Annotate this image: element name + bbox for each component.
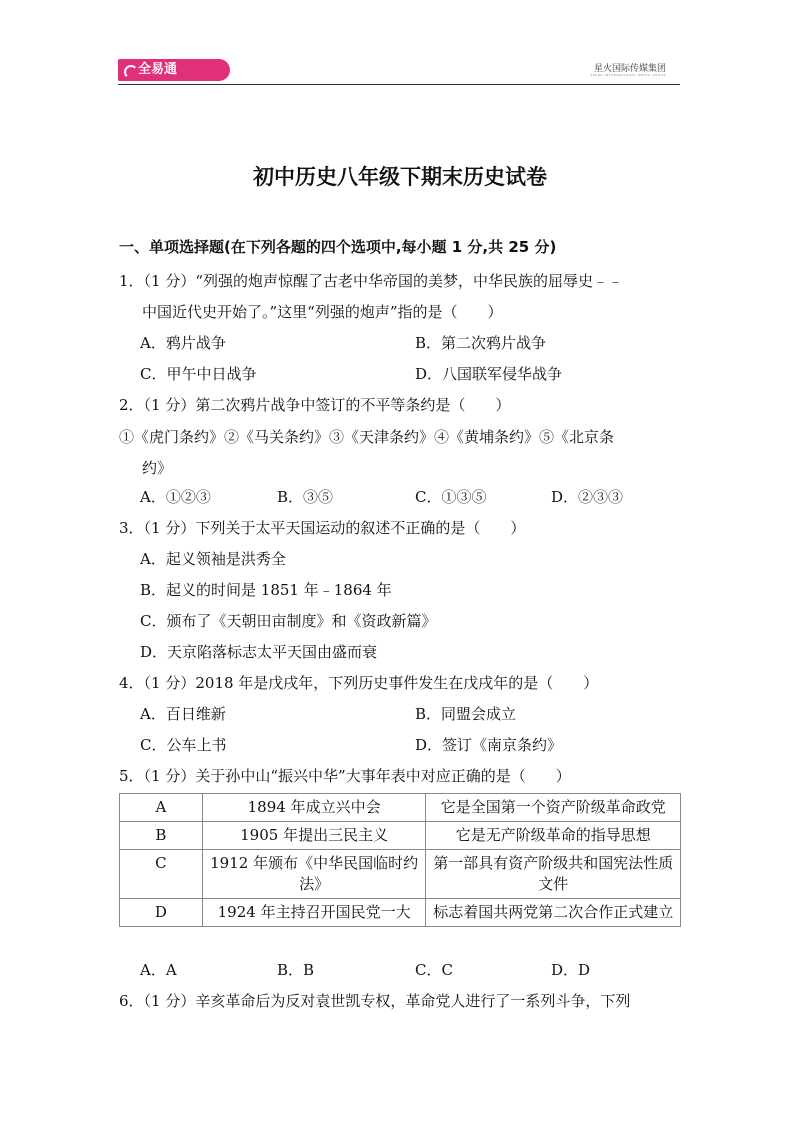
table-cell: 标志着国共两党第二次合作正式建立: [426, 899, 681, 927]
q1-stem-line1: 1．（1 分）“列强的炮声惊醒了古老中华帝国的美梦，中华民族的屈辱史﹣﹣: [119, 272, 624, 290]
table-cell: 它是无产阶级革命的指导思想: [426, 822, 681, 850]
page-header: [118, 55, 680, 87]
brand-subtitle: SPARK INTERNATIONAL MEDIA GROUP: [590, 73, 666, 77]
q3-option-c: C．颁布了《天朝田亩制度》和《资政新篇》: [140, 612, 437, 630]
q5-option-b: B．B: [277, 961, 315, 979]
quanyitong-logo: [118, 59, 230, 81]
q1-stem-line2: 中国近代史开始了。”这里“列强的炮声”指的是（ ）: [142, 303, 503, 321]
q1-option-c: C．甲午中日战争: [140, 365, 257, 383]
q4-option-c: C．公车上书: [140, 736, 227, 754]
header-rule: [118, 84, 680, 85]
q4-option-d: D．签订《南京条约》: [415, 736, 563, 754]
q5-option-c: C．C: [415, 961, 453, 979]
table-cell: D: [120, 899, 203, 927]
table-row: [120, 794, 681, 822]
logo-swirl-icon: [124, 65, 138, 79]
table-cell: A: [120, 794, 203, 822]
q5-option-d: D．D: [551, 961, 591, 979]
q4-option-b: B．同盟会成立: [415, 705, 517, 723]
q2-stem-line2: ①《虎门条约》②《马关条约》③《天津条约》④《黄埔条约》⑤《北京条: [119, 428, 615, 446]
q6-stem: 6．（1 分）辛亥革命后为反对袁世凯专权，革命党人进行了一系列斗争，下列: [119, 992, 631, 1010]
brand-name: 星火国际传媒集团: [593, 64, 666, 74]
q4-stem: 4．（1 分）2018 年是戊戌年，下列历史事件发生在戊戌年的是（ ）: [119, 674, 599, 692]
q2-option-b: B．③⑤: [277, 488, 334, 506]
q2-stem-line3: 约》: [142, 459, 173, 477]
table-cell: 第一部具有资产阶级共和国宪法性质文件: [426, 850, 681, 899]
q3-stem: 3．（1 分）下列关于太平天国运动的叙述不正确的是（ ）: [119, 519, 526, 537]
q4-option-a: A．百日维新: [140, 705, 226, 723]
q3-option-b: B．起义的时间是 1851 年﹣1864 年: [140, 581, 392, 599]
q3-option-d: D．天京陷落标志太平天国由盛而衰: [140, 643, 378, 661]
table-row: [120, 822, 681, 850]
table-cell: 1894 年成立兴中会: [202, 794, 426, 822]
section-heading: 一、单项选择题(在下列各题的四个选项中,每小题 1 分,共 25 分): [119, 238, 557, 256]
table-row: [120, 899, 681, 927]
q5-stem: 5．（1 分）关于孙中山“振兴中华”大事年表中对应正确的是（ ）: [119, 767, 571, 785]
q5-option-a: A．A: [140, 961, 177, 979]
q2-option-d: D．②③③: [551, 488, 624, 506]
q1-option-a: A．鸦片战争: [140, 334, 226, 352]
q1-option-b: B．第二次鸦片战争: [415, 334, 547, 352]
q1-option-d: D．八国联军侵华战争: [415, 365, 563, 383]
table-cell: 1912 年颁布《中华民国临时约法》: [202, 850, 426, 899]
table-cell: 1905 年提出三民主义: [202, 822, 426, 850]
q2-option-a: A．①②③: [140, 488, 211, 506]
q5-table: [119, 793, 681, 927]
logo-text: 全易通: [138, 62, 178, 77]
q2-stem-line1: 2．（1 分）第二次鸦片战争中签订的不平等条约是（ ）: [119, 396, 511, 414]
q3-option-a: A．起义领袖是洪秀全: [140, 550, 286, 568]
table-cell: C: [120, 850, 203, 899]
exam-title: 初中历史八年级下期末历史试卷: [253, 165, 547, 189]
table-row: [120, 850, 681, 899]
table-cell: 它是全国第一个资产阶级革命政党: [426, 794, 681, 822]
table-cell: 1924 年主持召开国民党一大: [202, 899, 426, 927]
q2-option-c: C．①③⑤: [415, 488, 487, 506]
table-cell: B: [120, 822, 203, 850]
